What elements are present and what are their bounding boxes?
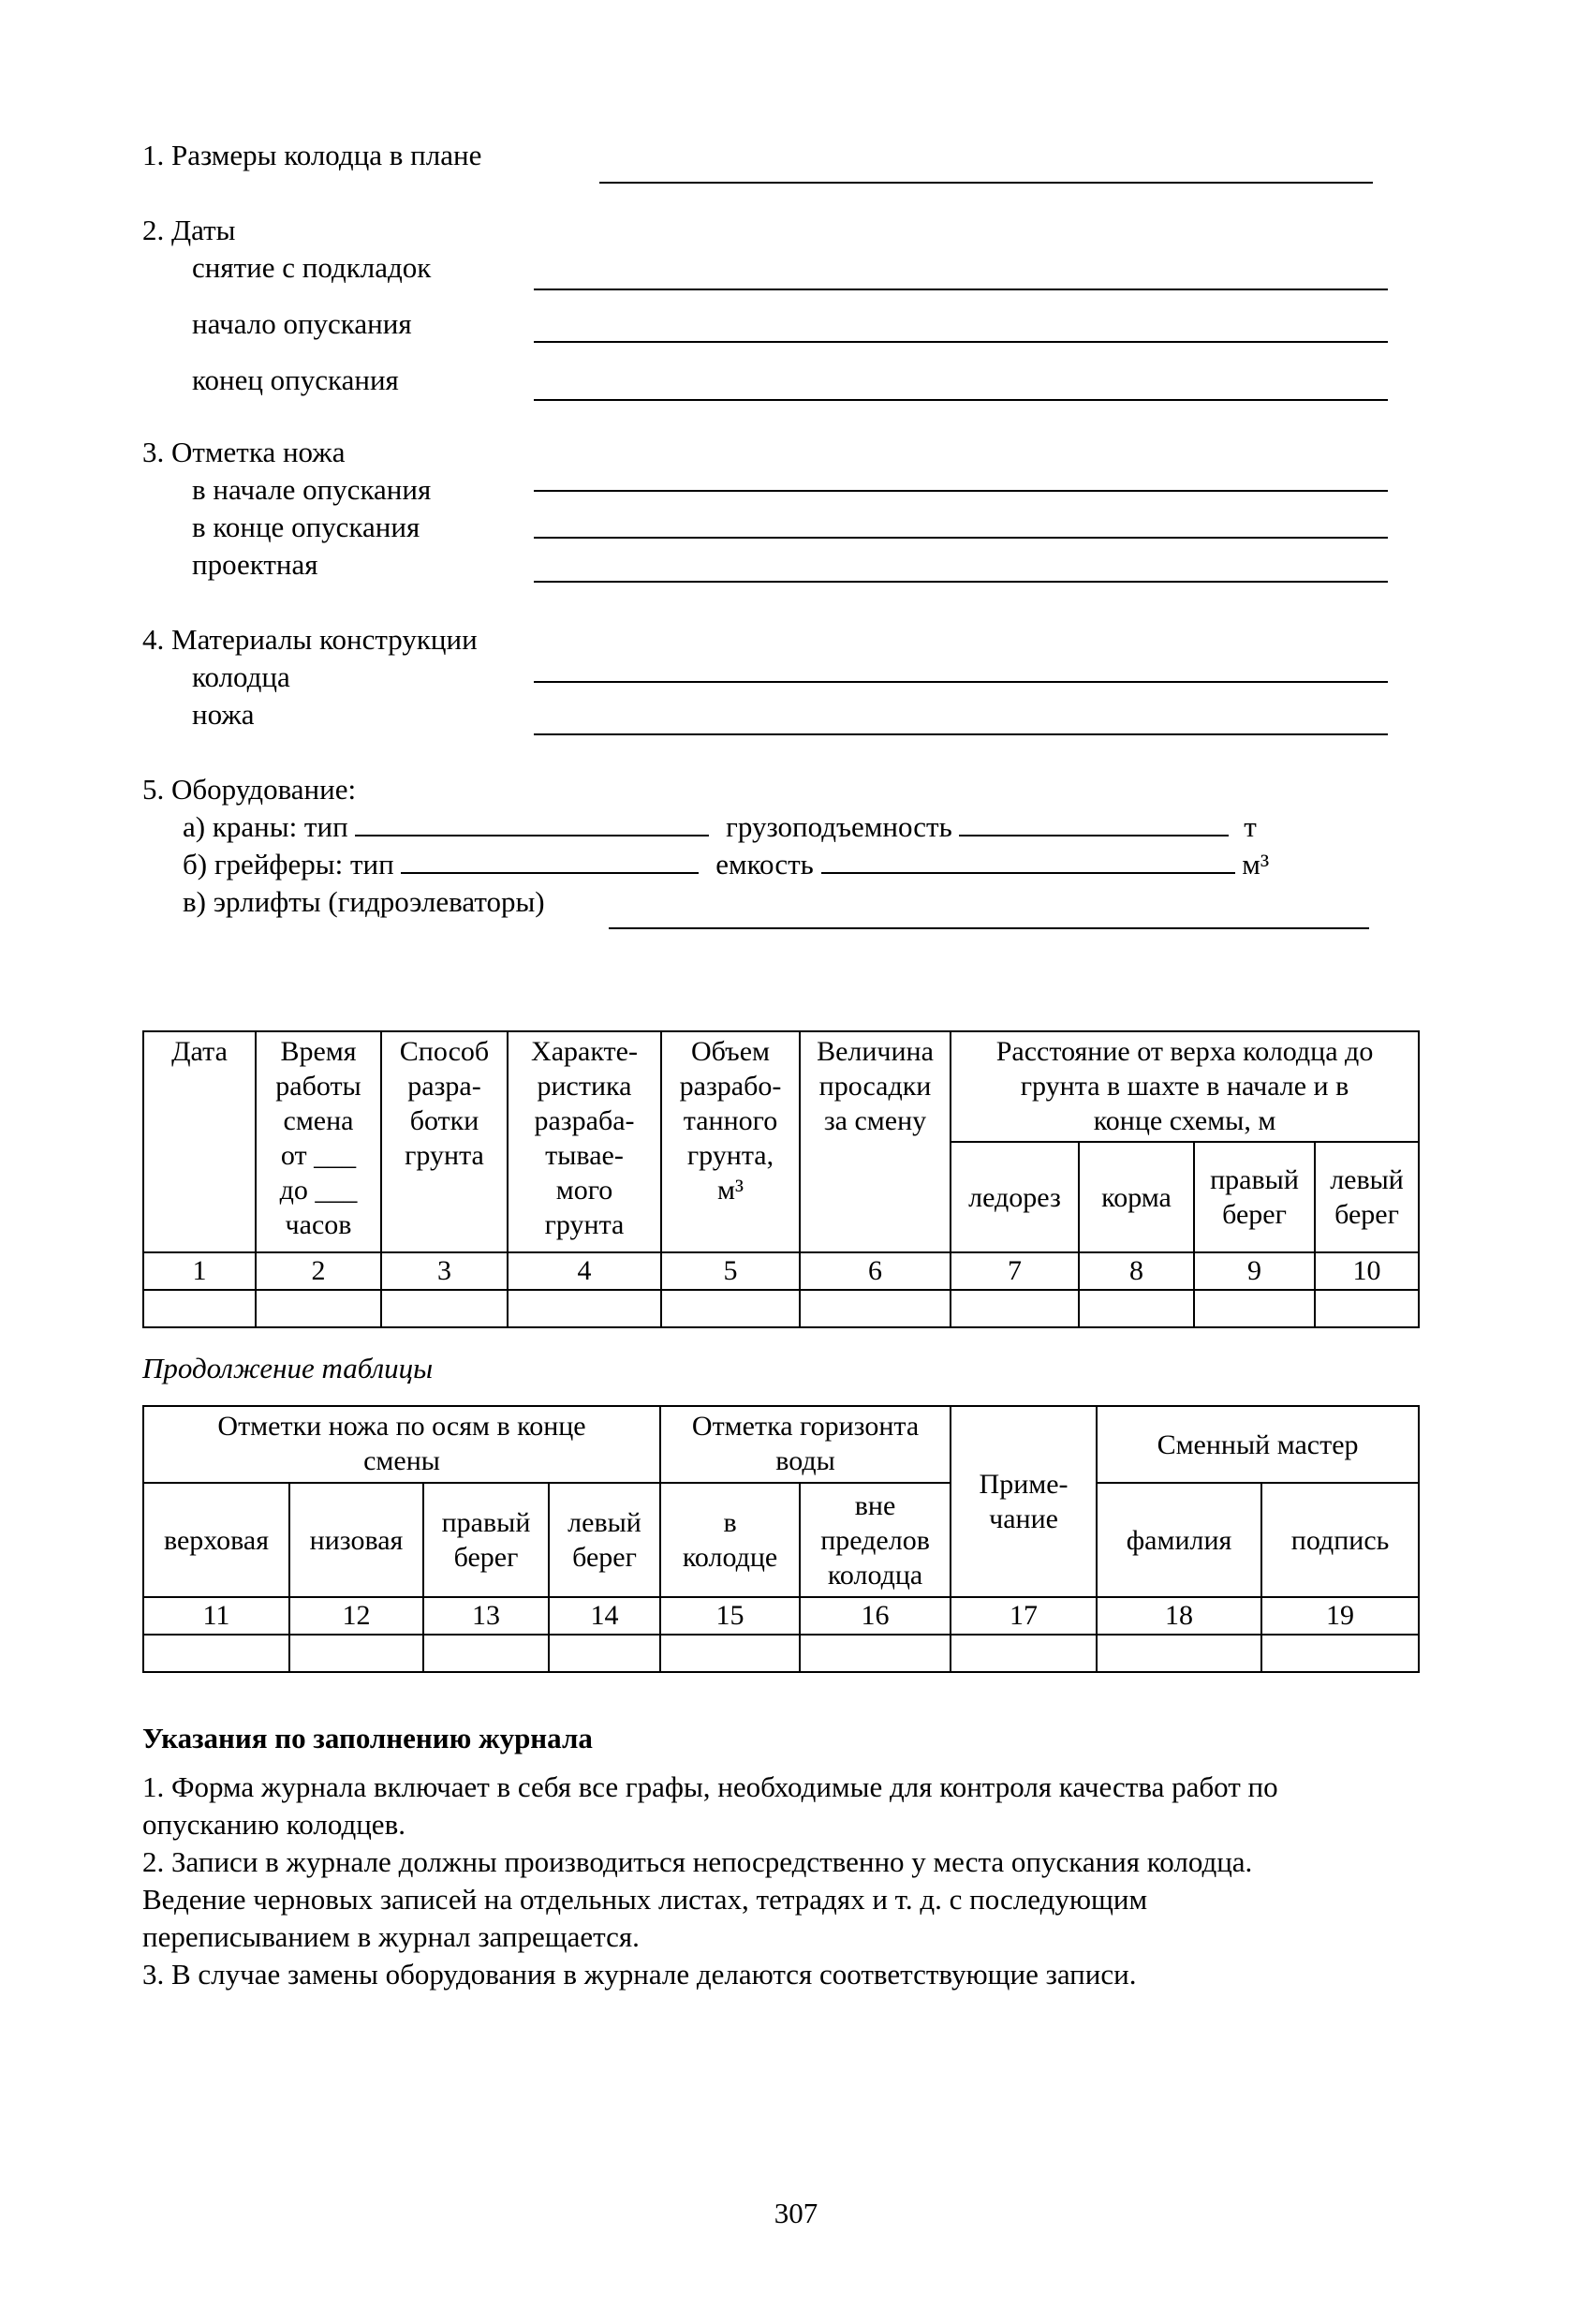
grabs-type-label: б) грейферы: тип bbox=[183, 848, 394, 881]
col-number: 2 bbox=[256, 1252, 381, 1290]
table-row-numbers bbox=[143, 1252, 1419, 1290]
knife-start-field[interactable] bbox=[534, 490, 1388, 492]
empty-cell[interactable] bbox=[1079, 1290, 1194, 1327]
col-number: 6 bbox=[800, 1252, 951, 1290]
col-number: 5 bbox=[661, 1252, 800, 1290]
grabs-row bbox=[183, 848, 1269, 881]
empty-cell[interactable] bbox=[1261, 1635, 1419, 1672]
date-start-field[interactable] bbox=[534, 341, 1388, 343]
col-header-right-bank: правый берег bbox=[1194, 1142, 1315, 1252]
col-header-downstream: низовая bbox=[289, 1483, 423, 1597]
material-well-field[interactable] bbox=[534, 681, 1388, 683]
airlift-label: в) эрлифты (гидроэлеваторы) bbox=[183, 885, 545, 918]
plan-size-field[interactable] bbox=[599, 182, 1373, 184]
col-header-left-bank: левый берег bbox=[1315, 1142, 1419, 1252]
empty-cell[interactable] bbox=[1194, 1290, 1315, 1327]
date-removal-label: снятие с подкладок bbox=[192, 251, 432, 284]
journal-table-continuation bbox=[142, 1405, 1420, 1673]
empty-cell[interactable] bbox=[143, 1290, 256, 1327]
knife-end-label: в конце опускания bbox=[192, 511, 420, 543]
instruction-item-3: 3. В случае замены оборудования в журнале делаются соответствующие записи. bbox=[142, 1958, 1137, 1991]
empty-cell[interactable] bbox=[289, 1635, 423, 1672]
col-header-distance-group: Расстояние от верха колодца до грунта в шахте в начале и в конце схемы, м bbox=[951, 1031, 1419, 1142]
instructions-heading: Указания по заполнению журнала bbox=[142, 1722, 593, 1754]
col-header-upstream: верховая bbox=[143, 1483, 289, 1597]
airlift-field[interactable] bbox=[609, 927, 1369, 929]
col-header-icebreaker: ледорез bbox=[951, 1142, 1079, 1252]
col-header-soil-character: Характе- ристика разраба- тывае- мого грунта bbox=[508, 1031, 661, 1252]
knife-design-field[interactable] bbox=[534, 581, 1388, 583]
empty-cell[interactable] bbox=[423, 1635, 549, 1672]
col-header-inside-well: в колодце bbox=[660, 1483, 800, 1597]
col-number: 3 bbox=[381, 1252, 508, 1290]
empty-cell[interactable] bbox=[800, 1635, 951, 1672]
cranes-row bbox=[183, 810, 1257, 844]
empty-cell[interactable] bbox=[508, 1290, 661, 1327]
empty-cell[interactable] bbox=[800, 1290, 951, 1327]
cranes-capacity-field[interactable] bbox=[959, 835, 1229, 836]
col-number: 15 bbox=[660, 1597, 800, 1635]
col-header-settlement: Величина просадки за смену bbox=[800, 1031, 951, 1252]
date-removal-field[interactable] bbox=[534, 289, 1388, 290]
empty-cell[interactable] bbox=[256, 1290, 381, 1327]
col-number: 13 bbox=[423, 1597, 549, 1635]
col-number: 16 bbox=[800, 1597, 951, 1635]
col-header-knife-marks-group: Отметки ножа по осям в конце смены bbox=[143, 1406, 660, 1483]
date-end-field[interactable] bbox=[534, 399, 1388, 401]
instruction-item-1: 1. Форма журнала включает в себя все графы, необходимые для контроля качества работ по опусканию колодцев. bbox=[142, 1770, 1278, 1841]
cranes-capacity-label: грузоподъемность bbox=[726, 810, 952, 843]
section-2-title: 2. Даты bbox=[142, 214, 236, 246]
grabs-volume-field[interactable] bbox=[821, 872, 1235, 874]
col-header-method: Способ разра- ботки грунта bbox=[381, 1031, 508, 1252]
empty-cell[interactable] bbox=[661, 1290, 800, 1327]
section-4-title: 4. Материалы конструкции bbox=[142, 623, 478, 656]
col-header-outside-well: вне пределов колодца bbox=[800, 1483, 951, 1597]
material-well-label: колодца bbox=[192, 660, 290, 693]
col-number: 10 bbox=[1315, 1252, 1419, 1290]
empty-cell[interactable] bbox=[951, 1290, 1079, 1327]
journal-table-main bbox=[142, 1030, 1420, 1328]
col-header-date: Дата bbox=[143, 1031, 256, 1252]
date-end-label: конец опускания bbox=[192, 363, 399, 396]
col-number: 17 bbox=[951, 1597, 1097, 1635]
grabs-volume-unit: м³ bbox=[1242, 848, 1270, 881]
material-knife-label: ножа bbox=[192, 698, 255, 731]
grabs-volume-label: емкость bbox=[715, 848, 814, 881]
col-number: 18 bbox=[1097, 1597, 1261, 1635]
cranes-type-label: а) краны: тип bbox=[183, 810, 348, 843]
col-header-soil-volume: Объем разрабо- танного грунта, м³ bbox=[661, 1031, 800, 1252]
empty-cell[interactable] bbox=[549, 1635, 660, 1672]
section-1-label: 1. Размеры колодца в плане bbox=[142, 139, 482, 171]
instruction-item-2: 2. Записи в журнале должны производиться непосредственно у места опускания колодца. Ведение черновых записей на отдельных листах, тетрадях и т. д. с последующим переписыванием в журнал запрещается. bbox=[142, 1845, 1253, 1953]
empty-cell[interactable] bbox=[143, 1635, 289, 1672]
col-header-right-bank: правый берег bbox=[423, 1483, 549, 1597]
col-header-signature: подпись bbox=[1261, 1483, 1419, 1597]
grabs-type-field[interactable] bbox=[401, 872, 699, 874]
col-number: 9 bbox=[1194, 1252, 1315, 1290]
cranes-capacity-unit: т bbox=[1244, 810, 1257, 843]
col-number: 4 bbox=[508, 1252, 661, 1290]
col-number: 12 bbox=[289, 1597, 423, 1635]
knife-design-label: проектная bbox=[192, 548, 318, 581]
continuation-title: Продолжение таблицы bbox=[142, 1352, 434, 1384]
page-number: 307 bbox=[774, 2197, 818, 2229]
cranes-type-field[interactable] bbox=[355, 835, 709, 836]
col-header-note: Приме- чание bbox=[951, 1406, 1097, 1597]
col-header-surname: фамилия bbox=[1097, 1483, 1261, 1597]
material-knife-field[interactable] bbox=[534, 733, 1388, 735]
col-header-water-level-group: Отметка горизонта воды bbox=[660, 1406, 951, 1483]
section-5-title: 5. Оборудование: bbox=[142, 773, 357, 806]
knife-start-label: в начале опускания bbox=[192, 473, 432, 506]
col-header-stern: корма bbox=[1079, 1142, 1194, 1252]
date-start-label: начало опускания bbox=[192, 307, 412, 340]
empty-cell[interactable] bbox=[1097, 1635, 1261, 1672]
col-number: 14 bbox=[549, 1597, 660, 1635]
knife-end-field[interactable] bbox=[534, 537, 1388, 539]
empty-cell[interactable] bbox=[381, 1290, 508, 1327]
col-header-left-bank: левый берег bbox=[549, 1483, 660, 1597]
empty-cell[interactable] bbox=[660, 1635, 800, 1672]
section-3-title: 3. Отметка ножа bbox=[142, 436, 346, 468]
col-number: 11 bbox=[143, 1597, 289, 1635]
col-number: 1 bbox=[143, 1252, 256, 1290]
empty-cell[interactable] bbox=[951, 1635, 1097, 1672]
table-row-empty bbox=[143, 1635, 1419, 1672]
empty-cell[interactable] bbox=[1315, 1290, 1419, 1327]
col-number: 19 bbox=[1261, 1597, 1419, 1635]
col-header-shift-master-group: Сменный мастер bbox=[1097, 1406, 1419, 1483]
col-header-work-time: Время работы смена от ___ до ___ часов bbox=[256, 1031, 381, 1252]
table-row-empty bbox=[143, 1290, 1419, 1327]
col-number: 7 bbox=[951, 1252, 1079, 1290]
table-row-numbers bbox=[143, 1597, 1419, 1635]
col-number: 8 bbox=[1079, 1252, 1194, 1290]
